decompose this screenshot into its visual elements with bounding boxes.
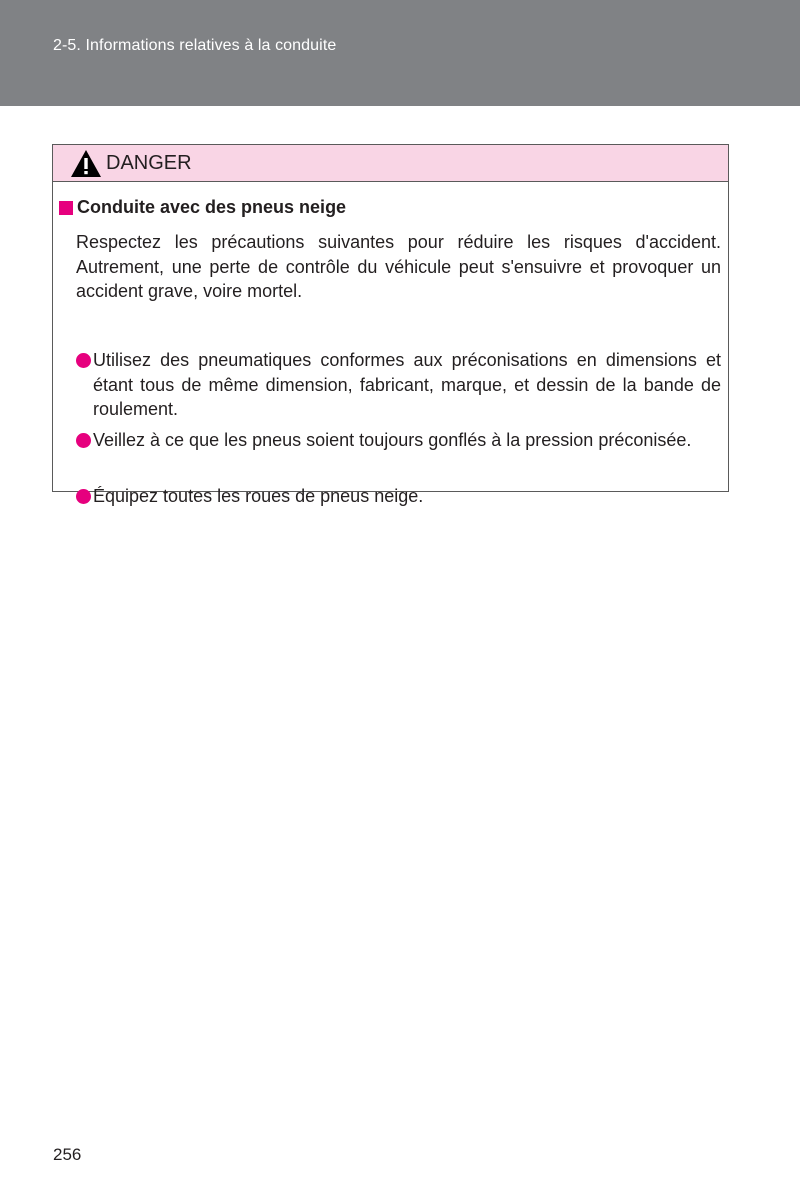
bullet-dot-icon	[76, 353, 91, 368]
topic-heading	[59, 197, 346, 218]
page-header	[0, 0, 800, 106]
bullet-dot-icon	[76, 433, 91, 448]
section-title: 2-5. Informations relatives à la conduite	[53, 37, 337, 54]
bullet-dot-icon	[76, 489, 91, 504]
danger-warning-box	[52, 144, 729, 506]
list-item	[76, 348, 721, 422]
bullet-text: Veillez à ce que les pneus soient toujours gonflés à la pression préconisée.	[93, 430, 692, 450]
topic-heading-text: Conduite avec des pneus neige	[77, 197, 347, 217]
warning-triangle-icon	[70, 149, 102, 178]
list-item	[76, 484, 721, 509]
warning-label: DANGER	[106, 152, 192, 174]
intro-paragraph: Respectez les précautions suivantes pour réduire les risques d'accident. Autrement, une perte de contrôle du véhicule peut s'ensuivre et provoquer un accident grave, voire mortel.	[76, 232, 721, 301]
warning-header	[53, 145, 728, 182]
bullet-text: Équipez toutes les roues de pneus neige.	[93, 486, 424, 506]
list-item	[76, 428, 721, 453]
square-bullet-icon	[59, 201, 73, 215]
bullet-text: Utilisez des pneumatiques conformes aux préconisations en dimensions et étant tous de même dimension, fabricant, marque, et dessin de la bande de roulement.	[93, 350, 721, 419]
page-number: 256	[53, 1145, 82, 1164]
